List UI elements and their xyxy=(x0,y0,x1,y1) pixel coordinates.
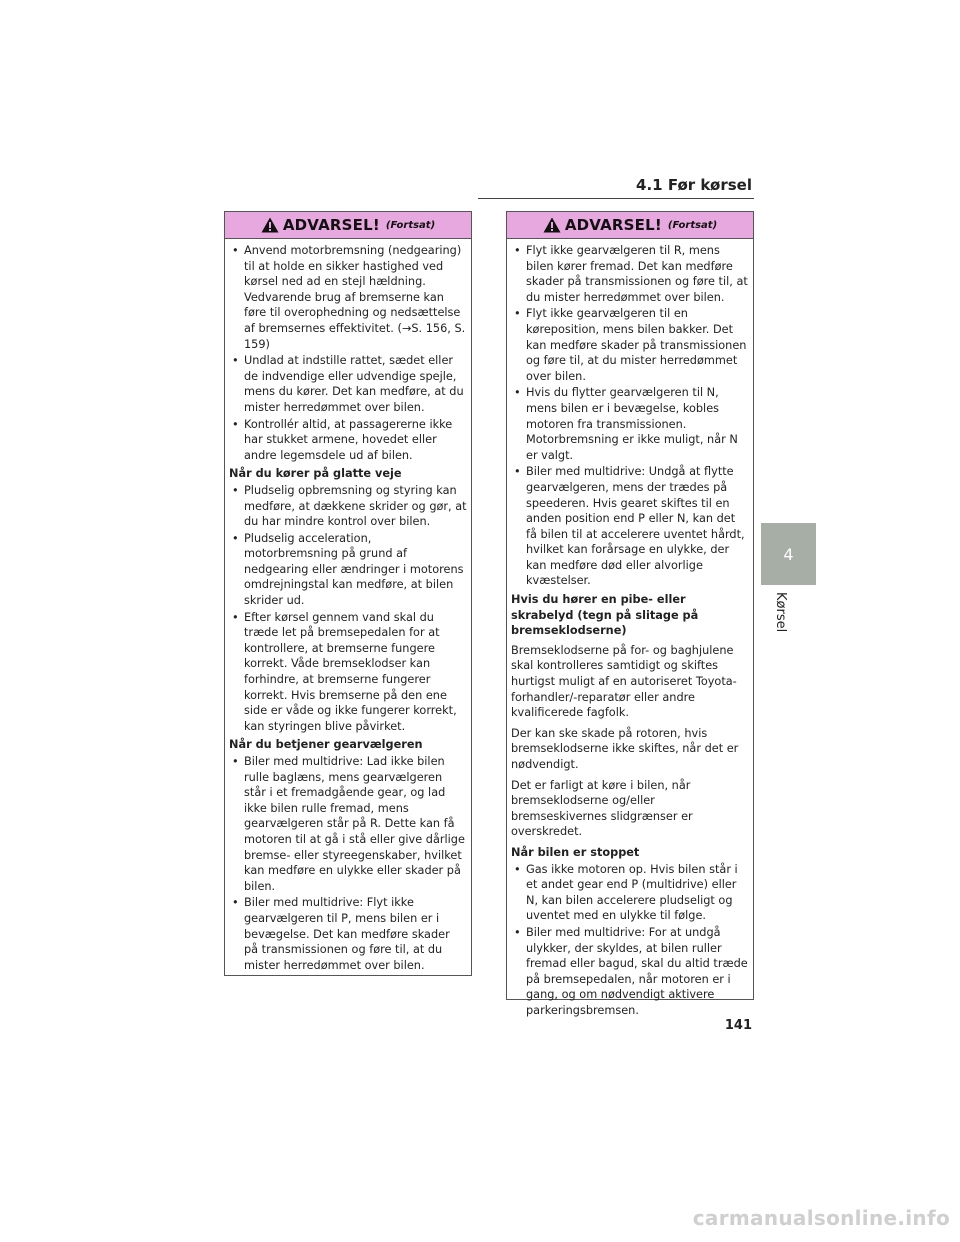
subheading: Når du kører på glatte veje xyxy=(229,467,402,481)
chapter-number: 4 xyxy=(783,544,794,564)
warning-triangle-icon xyxy=(543,217,561,233)
warning-box-left xyxy=(224,211,472,976)
list-item: • Gas ikke motoren op. Hvis bilen står i et andet gear end P (multidrive) eller N, kan bilen accelerere pludseligt og uventet med en ulykke til følge. xyxy=(511,862,749,924)
warning-continued: (Fortsat) xyxy=(667,219,718,231)
list-item: • Pludselig opbremsning og styring kan medføre, at dækkene skrider og gør, at du har mindre kontrol over bilen. xyxy=(229,483,467,530)
paragraph: Bremseklodserne på for- og baghjulene skal kontrolleres samtidigt og skiftes hurtigst muligt af en autoriseret Toyota-forhandler/-reparatør eller andre kvalificerede fagfolk. xyxy=(511,643,737,720)
section-header: 4.1 Før kørsel xyxy=(636,176,752,194)
warning-header xyxy=(225,212,471,239)
warning-title: ADVARSEL! xyxy=(282,216,380,234)
list-item: • Efter kørsel gennem vand skal du træde let på bremsepedalen for at kontrollere, at bremserne fungere korrekt. Våde bremseklodser kan forhindre, at bremserne fungerer korrekt. Hvis bremserne på den ene side er våde og ikke fungerer korrekt, kan styringen blive påvirket. xyxy=(229,610,467,735)
list-item: • Pludselig acceleration, motorbremsning på grund af nedgearing eller ændringer i motorens omdrejningstal kan medføre, at bilen skrider ud. xyxy=(229,531,467,609)
list-item: • Biler med multidrive: Flyt ikke gearvælgeren til P, mens bilen er i bevægelse. Det kan medføre skader på transmissionen og føre til, at du mister herredømmet over bilen. xyxy=(229,895,467,973)
warning-box-right xyxy=(506,211,754,1017)
warning-triangle-icon xyxy=(261,217,279,233)
warning-body xyxy=(507,239,753,1026)
watermark: carmanualsonline.info xyxy=(692,1206,950,1230)
warning-continued: (Fortsat) xyxy=(385,219,436,231)
list-item: • Kontrollér altid, at passagererne ikke har stukket armene, hovedet eller andre legemsdele ud af bilen. xyxy=(229,417,467,464)
warning-header xyxy=(507,212,753,239)
list-item: • Biler med multidrive: Undgå at flytte gearvælgeren, mens der trædes på speederen. Hvis gearet skiftes til en anden position end P eller N, kan det få bilen til at accelerere uventet hårdt, hvilket kan forårsage en ulykke, der kan medføre død eller alvorlige kvæstelser. xyxy=(511,464,749,589)
list-item: • Undlad at indstille rattet, sædet eller de indvendige eller udvendige spejle, mens du kører. Det kan medføre, at du mister herredømmet over bilen. xyxy=(229,353,467,415)
list-item: • Biler med multidrive: For at undgå ulykker, der skyldes, at bilen ruller fremad eller bagud, skal du altid træde på bremsepedalen, når motoren er i gang, og om nødvendigt aktivere parkeringsbremsen. xyxy=(511,925,749,1019)
chapter-tab xyxy=(761,523,816,585)
list-item: • Biler med multidrive: Lad ikke bilen rulle baglæns, mens gearvælgeren står i et fremadgående gear, og lad ikke bilen rulle fremad, mens gearvælgeren står på R. Dette kan få motoren til at gå i stå eller give dårlige bremse- eller styreegenskaber, hvilket kan medføre en ulykke eller skader på bilen. xyxy=(229,754,467,894)
subheading: Når du betjener gearvælgeren xyxy=(229,738,423,752)
subheading: Hvis du hører en pibe- eller skrabelyd (tegn på slitage på bremseklodserne) xyxy=(511,593,699,638)
list-item: • Flyt ikke gearvælgeren til en køreposition, mens bilen bakker. Det kan medføre skader på transmissionen og føre til, at du mister herredømmet over bilen. xyxy=(511,306,749,384)
list-item: • Anvend motorbremsning (nedgearing) til at holde en sikker hastighed ved kørsel ned ad en stejl hældning. Vedvarende brug af bremserne kan føre til overophedning og nedsættelse af bremsernes effektivitet. (→S. 156, S. 159) xyxy=(229,243,467,352)
list-item: • Flyt ikke gearvælgeren til R, mens bilen kører fremad. Det kan medføre skader på transmissionen og føre til, at du mister herredømmet over bilen. xyxy=(511,243,749,305)
page-number: 141 xyxy=(724,1018,752,1033)
paragraph: Der kan ske skade på rotoren, hvis bremseklodserne ikke skiftes, når det er nødvendigt. xyxy=(511,726,739,771)
warning-title: ADVARSEL! xyxy=(564,216,662,234)
subheading: Når bilen er stoppet xyxy=(511,845,640,859)
warning-body xyxy=(225,239,471,980)
header-divider xyxy=(478,198,754,199)
paragraph: Det er farligt at køre i bilen, når bremseklodserne og/eller bremseskivernes slidgrænser er overskredet. xyxy=(511,778,693,839)
list-item: • Hvis du flytter gearvælgeren til N, mens bilen er i bevægelse, kobles motoren fra transmissionen. Motorbremsning er ikke muligt, når N er valgt. xyxy=(511,385,749,463)
chapter-label: Kørsel xyxy=(773,592,788,633)
